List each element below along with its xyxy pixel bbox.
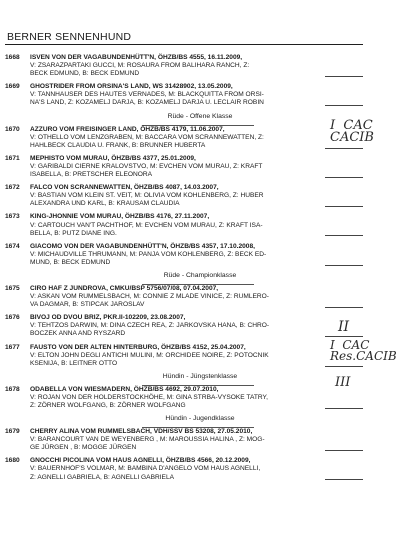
entry-number: 1668: [5, 54, 20, 61]
catalog-entry: [0, 54, 400, 78]
pedigree-line: KSENIJA, B: LEITNER OTTO: [30, 359, 118, 367]
pedigree-line: BOCZEK ANNA AND RYSZARD: [30, 330, 126, 338]
dog-name-line: ODABELLA VON WIESMADERN, ÖHZB/BS 4692, 29.07.2010,: [30, 385, 219, 393]
class-section-heading: [0, 272, 400, 279]
pedigree-line: V: TANNHAUSER DES HAUTES VERNADES, M: BLACKQUITTA FROM ORSI-: [30, 91, 264, 99]
entry-details: [30, 155, 315, 179]
pedigree-line: V: TEHTZOS DARWIN, M: DINA CZECH REA, Z: JARKOVSKA HANA, B: CHRO-: [30, 322, 270, 330]
handwritten-grade-1677: III: [335, 375, 351, 390]
entry-details: [30, 243, 315, 267]
entry-number: 1676: [5, 314, 20, 322]
catalog-entry: [0, 83, 400, 107]
catalog-entry: [0, 285, 400, 309]
pedigree-line: V: BAUERNHOF'S VOLMAR, M: BAMBINA D'ANGELO VOM HAUS AGNELLI,: [30, 465, 261, 473]
section-label: Hündin - Jugendklasse: [165, 415, 235, 423]
entry-number: 1679: [5, 428, 20, 436]
section-label: Rüde - Offene Klasse: [167, 112, 233, 120]
dog-name-line: GHOSTRIDER FROM ORSINA'S LAND, WS 31428902, 13.05.2009,: [30, 83, 233, 91]
pedigree-line: NA'S LAND, Z: KOZAMELJ DARJA, B: KOZAMELJ DARJA U. LECLAIR ROBIN: [30, 99, 264, 107]
pedigree-line: V: GARIBALDI CIERNE KRALOVSTVO, M: EVCHEN VOM MURAU, Z: KRAFT: [30, 162, 263, 170]
handwritten-grade-1676: I CAC Res.CACIB: [330, 338, 397, 363]
pedigree-line: HAHLBECK CLAUDIA U. FRANK, B: BRUNNER HUBERTA: [30, 141, 206, 149]
pedigree-line: V: ASKAN VOM RUMMELSBACH, M: CONNIE Z MLADE VINICE, Z: RUMLERO-: [30, 293, 269, 301]
grading-line: [325, 479, 363, 480]
pedigree-line: VA DAGMAR, B: STIPCAK JAROSLAV: [30, 301, 145, 309]
dog-name-line: FALCO VON SCRANNEWATTEN, ÖHZB/BS 4087, 14.03.2007,: [30, 184, 219, 192]
grading-line: [325, 265, 363, 266]
pedigree-line: V: BARANCOURT VAN DE WEYENBERG , M: MAROUSSIA HALINA , Z: MOG-: [30, 436, 265, 444]
breed-heading: BERNER SENNENHUND: [7, 31, 132, 43]
catalog-entry: [0, 213, 400, 237]
catalog-entry: [0, 243, 400, 267]
entry-details: [30, 314, 315, 338]
section-label: Hündin - Jüngstenklasse: [162, 372, 238, 380]
entry-number: 1675: [5, 284, 20, 292]
pedigree-line: BELLA, B: PUTZ DIANE ING.: [30, 229, 117, 237]
dog-name-line: GNOCCHI PICOLINA VOM HAUS AGNELLI, ÖHZB/BS 4566, 20.12.2009,: [30, 457, 251, 465]
pedigree-line: MUND, B: BECK EDMUND: [30, 258, 111, 266]
entry-number: 1677: [5, 343, 20, 351]
entry-number: 1678: [5, 385, 20, 393]
dog-name-line: ISVEN VON DER VAGABUNDENHÜTT'N, ÖHZB/BS 4555, 16.11.2009,: [30, 54, 243, 61]
dog-name-line: FAUSTO VON DER ALTEN HINTERBURG, ÖHZB/BS 4152, 25.04.2007,: [30, 343, 246, 351]
catalog-entry: [0, 428, 400, 452]
dog-name-line: AZZURO VOM FREISINGER LAND, ÖHZB/BS 4179, 11.06.2007,: [30, 125, 225, 133]
grading-line: [325, 206, 363, 207]
catalog-entry: [0, 457, 400, 481]
heading-underline: [5, 44, 363, 45]
grading-line: [325, 177, 363, 178]
grading-line: [325, 235, 363, 236]
entry-number: 1671: [5, 154, 20, 162]
pedigree-line: GE JÜRGEN , B: MOGGE JÜRGEN: [30, 444, 137, 452]
grading-line: [325, 105, 363, 106]
entry-details: [30, 457, 315, 481]
grading-line: [325, 307, 363, 308]
pedigree-line: V: OTHELLO VOM LENZGRABEN, M: BACCARA VOM SCRANNEWATTEN, Z:: [30, 133, 264, 141]
pedigree-line: BECK EDMUND, B: BECK EDMUND: [30, 70, 140, 78]
handwritten-grade-1675: II: [338, 319, 350, 335]
grading-line: [325, 450, 363, 451]
entry-details: [30, 184, 315, 208]
entry-details: [30, 126, 315, 150]
entry-number: 1670: [5, 125, 20, 133]
catalog-entry: [0, 184, 400, 208]
entry-details: [30, 386, 315, 410]
catalog-entry: [0, 155, 400, 179]
pedigree-line: Z: AGNELLI GABRIELA, B: AGNELLI GABRIELA: [30, 473, 175, 481]
dog-name-line: BIVOJ OD DVOU BRIZ, PKR.II-102209, 23.08.2007,: [30, 314, 186, 322]
entry-details: [30, 344, 315, 368]
entry-details: [30, 213, 315, 237]
grading-line: [325, 148, 363, 149]
pedigree-line: V: ELTON JOHN DEGLI ANTICHI MULINI, M: ORCHIDEE NOIRE, Z: POTOCNIK: [30, 351, 269, 359]
dog-name-line: GIACOMO VON DER VAGABUNDENHÜTT'N, ÖHZB/BS 4357, 17.10.2008,: [30, 242, 255, 250]
handwritten-grade-1669: I CAC CACIB: [330, 118, 374, 145]
entry-details: [30, 83, 315, 107]
entry-number: 1669: [5, 83, 20, 91]
entry-details: [30, 54, 315, 78]
pedigree-line: ISABELLA, B: PRETSCHER ELEONORA: [30, 171, 153, 179]
dog-name-line: MEPHISTO VOM MURAU, ÖHZB/BS 4377, 25.01.2009,: [30, 154, 196, 162]
class-section-heading: [0, 415, 400, 422]
grading-line: [325, 76, 363, 77]
dog-name-line: CIRO HAF Z JUNDROVA, CMKU/BSP 5756/07/08, 07.04.2007,: [30, 284, 219, 292]
dog-name-line: KING-JHONNIE VOM MURAU, ÖHZB/BS 4176, 27.11.2007,: [30, 213, 210, 221]
pedigree-line: Z: ZÖRNER WOLFGANG, B: ZÖRNER WOLFGANG: [30, 402, 186, 409]
dog-name-line: CHERRY ALINA VOM RUMMELSBACH, VDH/SSV BS 53208, 27.05.2010,: [30, 428, 253, 436]
grading-line: [325, 366, 363, 367]
entry-details: [30, 428, 315, 452]
entry-number: 1672: [5, 184, 20, 192]
entry-number: 1674: [5, 242, 20, 250]
pedigree-line: V: ZSARAZPARTAKI GUCCI, M: ROSAURA FROM BALIHARA RANCH, Z:: [30, 62, 250, 70]
entry-number: 1680: [5, 457, 20, 465]
entry-number: 1673: [5, 213, 20, 221]
section-label: Rüde - Championklasse: [163, 271, 237, 279]
pedigree-line: V: CARTOUCH VAN'T PACHTHOF, M: EVCHEN VOM MURAU, Z: KRAFT ISA-: [30, 221, 263, 229]
pedigree-line: V: MICHAUDVILLE THRUMANN, M: PANJA VOM KOHLENBERG, Z: BECK ED-: [30, 250, 267, 258]
pedigree-line: V: ROJAN VON DER HOLDERSTOCKHÖHE, M: GINA STRBA-VYSOKE TATRY,: [30, 393, 268, 401]
pedigree-line: ALEXANDRA UND KARL, B: KRAUSAM CLAUDIA: [30, 200, 180, 208]
grading-line: [325, 408, 363, 409]
pedigree-line: V: BASTIAN VOM KLEIN ST. VEIT, M: OLIVIA VOM KOHLENBERG, Z: HUBER: [30, 192, 264, 200]
entry-details: [30, 285, 315, 309]
